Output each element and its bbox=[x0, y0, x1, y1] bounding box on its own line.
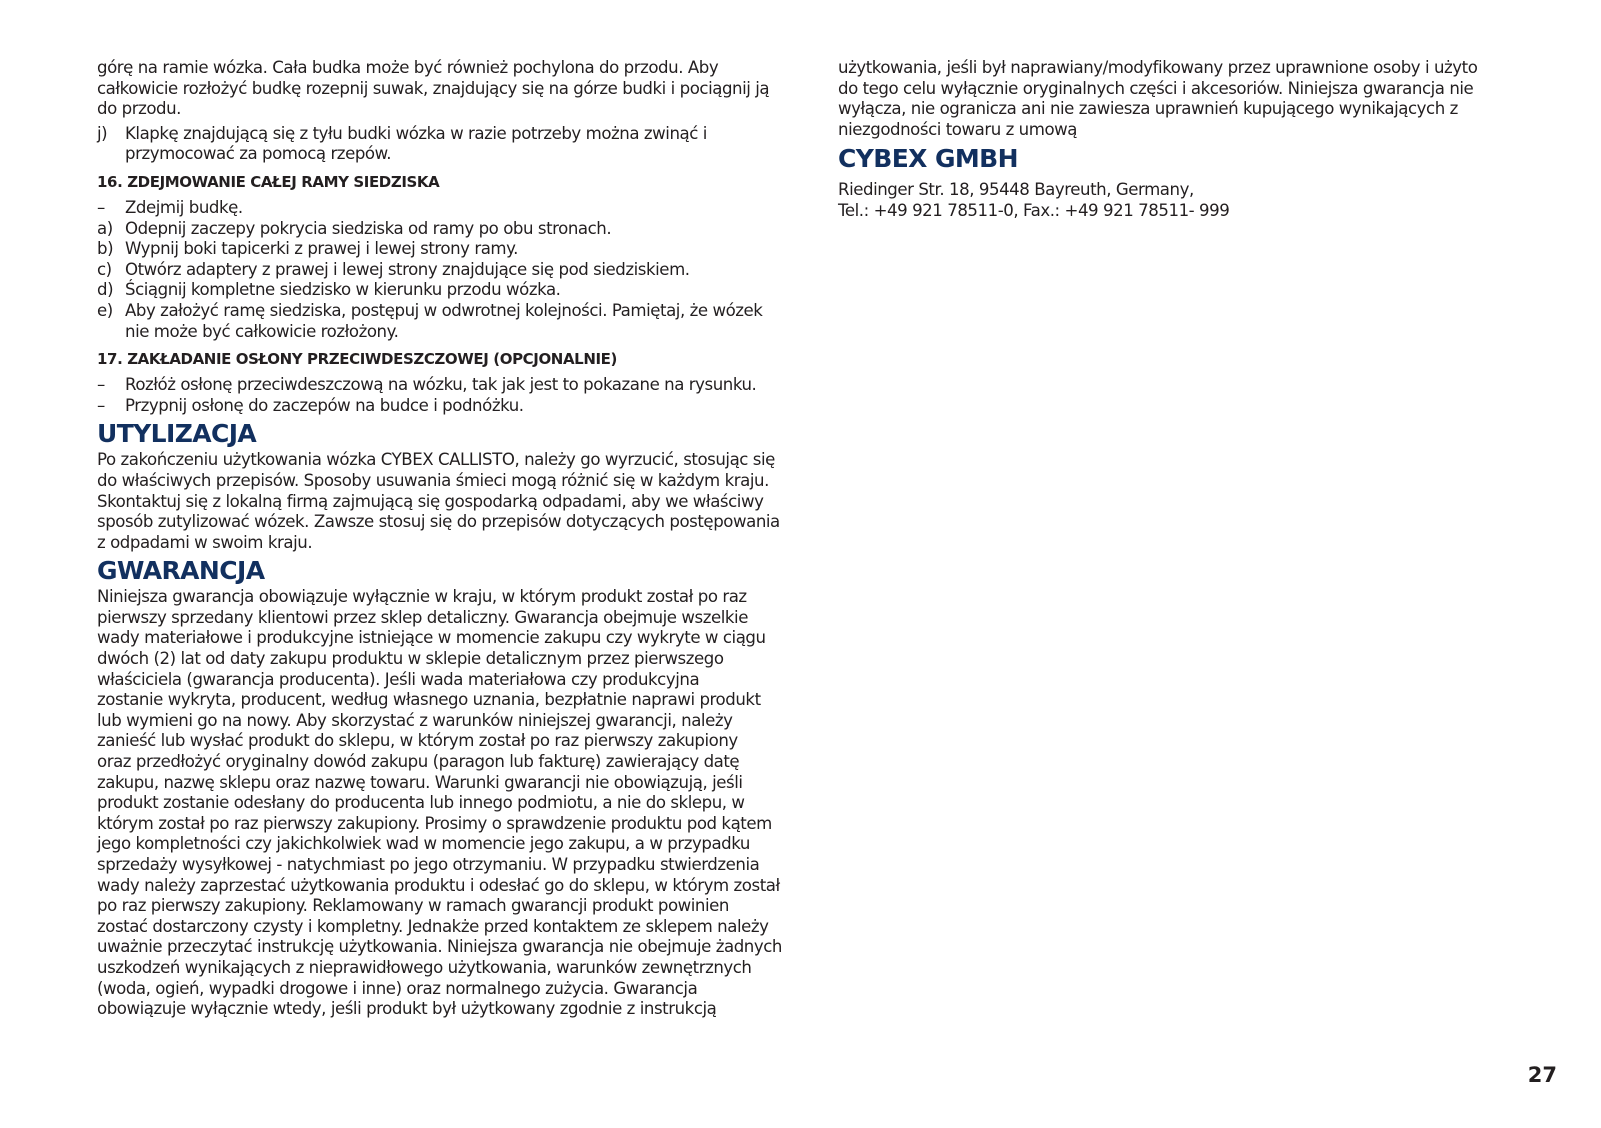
list-item-text: Zdejmij budkę. bbox=[125, 197, 243, 217]
text-line: sposób zutylizować wózek. Zawsze stosuj się do przepisów dotyczących postępowania bbox=[97, 512, 780, 532]
right-column bbox=[838, 58, 1518, 222]
left-column bbox=[97, 58, 805, 1020]
list-marker: j) bbox=[97, 123, 108, 143]
list-marker: – bbox=[97, 395, 105, 415]
list-marker: a) bbox=[97, 218, 113, 238]
list-item bbox=[97, 375, 805, 396]
text-line: Po zakończeniu użytkowania wózka CYBEX CALLISTO, należy go wyrzucić, stosując się bbox=[97, 450, 775, 470]
list-item-text: Ściągnij kompletne siedzisko w kierunku przodu wózka. bbox=[125, 280, 561, 300]
list-item bbox=[97, 280, 805, 301]
gwarancja-heading: GWARANCJA bbox=[97, 556, 265, 586]
text-line: zostać dostarczony czysty i kompletny. Jednakże przed kontaktem ze sklepem należy bbox=[97, 916, 769, 936]
utylizacja-paragraph bbox=[97, 450, 805, 553]
text-line: jego kompletności czy jakichkolwiek wad w momencie jego zakupu, a w przypadku bbox=[97, 834, 750, 854]
text-line: Skontaktuj się z lokalną firmą zajmującą się gospodarką odpadami, aby we właściwy bbox=[97, 491, 764, 511]
list-item bbox=[97, 219, 805, 240]
company-address-block bbox=[838, 180, 1518, 221]
text-line: do właściwych przepisów. Sposoby usuwania śmieci mogą różnić się w każdym kraju. bbox=[97, 470, 769, 490]
item-j-list bbox=[97, 124, 805, 165]
text-line: wady materiałowe i produkcyjne istniejące w momencie zakupu czy wykryte w ciągu bbox=[97, 628, 766, 648]
list-item bbox=[97, 239, 805, 260]
list-marker: d) bbox=[97, 280, 114, 300]
text-line: produkt zostanie odesłany do producenta lub innego podmiotu, a nie do sklepu, w bbox=[97, 793, 745, 813]
list-item-text: Wypnij boki tapicerki z prawej i lewej strony ramy. bbox=[125, 239, 518, 259]
text-line: oraz przedłożyć oryginalny dowód zakupu (paragon lub fakturę) zawierający datę bbox=[97, 752, 740, 772]
text-line: wyłącza, nie ogranicza ani nie zawiesza uprawnień kupującego wynikających z bbox=[838, 99, 1458, 119]
text-line: niezgodności towaru z umową bbox=[838, 119, 1078, 139]
list-item bbox=[97, 396, 805, 417]
text-line: całkowicie rozłożyć budkę rozepnij suwak, znajdujący się na górze budki i pociągnij ją bbox=[97, 78, 770, 98]
section-17-heading: 17. ZAKŁADANIE OSŁONY PRZECIWDESZCZOWEJ (OPCJONALNIE) bbox=[97, 350, 617, 369]
list-item bbox=[97, 260, 805, 281]
text-line: właściciela (gwarancja producenta). Jeśli wada materiałowa czy produkcyjna bbox=[97, 669, 700, 689]
text-line: po raz pierwszy zakupiony. Reklamowany w ramach gwarancji produkt powinien bbox=[97, 896, 729, 916]
list-item-text: Otwórz adaptery z prawej i lewej strony znajdujące się pod siedziskiem. bbox=[125, 259, 690, 279]
text-line: do przodu. bbox=[97, 99, 182, 119]
text-line: lub wymieni go na nowy. Aby skorzystać z warunków niniejszej gwarancji, należy bbox=[97, 710, 733, 730]
text-line: uważnie przeczytać instrukcję użytkowania. Niniejsza gwarancja nie obejmuje żadnych bbox=[97, 937, 782, 957]
text-line: do tego celu wyłącznie oryginalnych części i akcesoriów. Niniejsza gwarancja nie bbox=[838, 78, 1474, 98]
section-16-heading: 16. ZDEJMOWANIE CAŁEJ RAMY SIEDZISKA bbox=[97, 172, 440, 191]
list-item-text: Klapkę znajdującą się z tyłu budki wózka w razie potrzeby można zwinąć i przymocować za pomocą rzepów. bbox=[125, 123, 707, 164]
page-number: 27 bbox=[1527, 1063, 1557, 1087]
list-item bbox=[97, 301, 805, 342]
text-line: zanieść lub wysłać produkt do sklepu, w którym został po raz pierwszy zakupiony bbox=[97, 731, 738, 751]
text-line: Niniejsza gwarancja obowiązuje wyłącznie w kraju, w którym produkt został po raz bbox=[97, 587, 747, 607]
list-marker: e) bbox=[97, 300, 113, 320]
gwarancja-continuation-paragraph bbox=[838, 58, 1518, 140]
text-line: sprzedaży wysyłkowej - natychmiast po jego otrzymaniu. W przypadku stwierdzenia bbox=[97, 855, 760, 874]
text-line: wady należy zaprzestać użytkowania produktu i odesłać go do sklepu, w którym został bbox=[97, 875, 780, 895]
list-item bbox=[97, 124, 805, 165]
intro-paragraph bbox=[97, 58, 805, 120]
utylizacja-heading: UTYLIZACJA bbox=[97, 419, 257, 449]
text-line: użytkowania, jeśli był naprawiany/modyfikowany przez uprawnione osoby i użyto bbox=[838, 58, 1478, 77]
text-line: dwóch (2) lat od daty zakupu produktu w sklepie detalicznym przez pierwszego bbox=[97, 649, 724, 669]
text-line: zakupu, nazwę sklepu oraz nazwę towaru. Warunki gwarancji nie obowiązują, jeśli bbox=[97, 772, 743, 792]
text-line: zostanie wykryta, producent, według własnego uznania, bezpłatnie naprawi produkt bbox=[97, 690, 761, 710]
list-item-text: Aby założyć ramę siedziska, postępuj w odwrotnej kolejności. Pamiętaj, że wózek nie może być całkowicie rozłożony. bbox=[125, 300, 763, 341]
list-marker: b) bbox=[97, 239, 114, 259]
list-marker: – bbox=[97, 197, 105, 217]
text-line: górę na ramie wózka. Cała budka może być również pochylona do przodu. Aby bbox=[97, 58, 719, 77]
company-name: CYBEX GMBH bbox=[838, 144, 1018, 174]
section-17-list bbox=[97, 375, 805, 416]
list-marker: c) bbox=[97, 259, 112, 279]
gwarancja-paragraph bbox=[97, 587, 805, 1019]
list-item bbox=[97, 198, 805, 219]
list-item-text: Odepnij zaczepy pokrycia siedziska od ramy po obu stronach. bbox=[125, 218, 612, 238]
text-line: obowiązuje wyłącznie wtedy, jeśli produkt był użytkowany zgodnie z instrukcją bbox=[97, 999, 717, 1019]
list-marker: – bbox=[97, 375, 105, 395]
text-line: którym został po raz pierwszy zakupiony. Prosimy o sprawdzenie produktu pod kątem bbox=[97, 813, 772, 833]
list-item-text: Przypnij osłonę do zaczepów na budce i podnóżku. bbox=[125, 395, 524, 415]
text-line: uszkodzeń wynikających z nieprawidłowego użytkowania, warunków zewnętrznych bbox=[97, 957, 752, 977]
company-address: Riedinger Str. 18, 95448 Bayreuth, Germany, bbox=[838, 180, 1194, 200]
text-line: pierwszy sprzedany klientowi przez sklep detaliczny. Gwarancja obejmuje wszelkie bbox=[97, 607, 748, 627]
text-line: (woda, ogień, wypadki drogowe i inne) oraz normalnego zużycia. Gwarancja bbox=[97, 978, 698, 998]
section-16-list bbox=[97, 198, 805, 342]
text-line: z odpadami w swoim kraju. bbox=[97, 532, 313, 552]
list-item-text: Rozłóż osłonę przeciwdeszczową na wózku, tak jak jest to pokazane na rysunku. bbox=[125, 375, 757, 395]
company-contact: Tel.: +49 921 78511-0, Fax.: +49 921 78511- 999 bbox=[838, 200, 1230, 220]
